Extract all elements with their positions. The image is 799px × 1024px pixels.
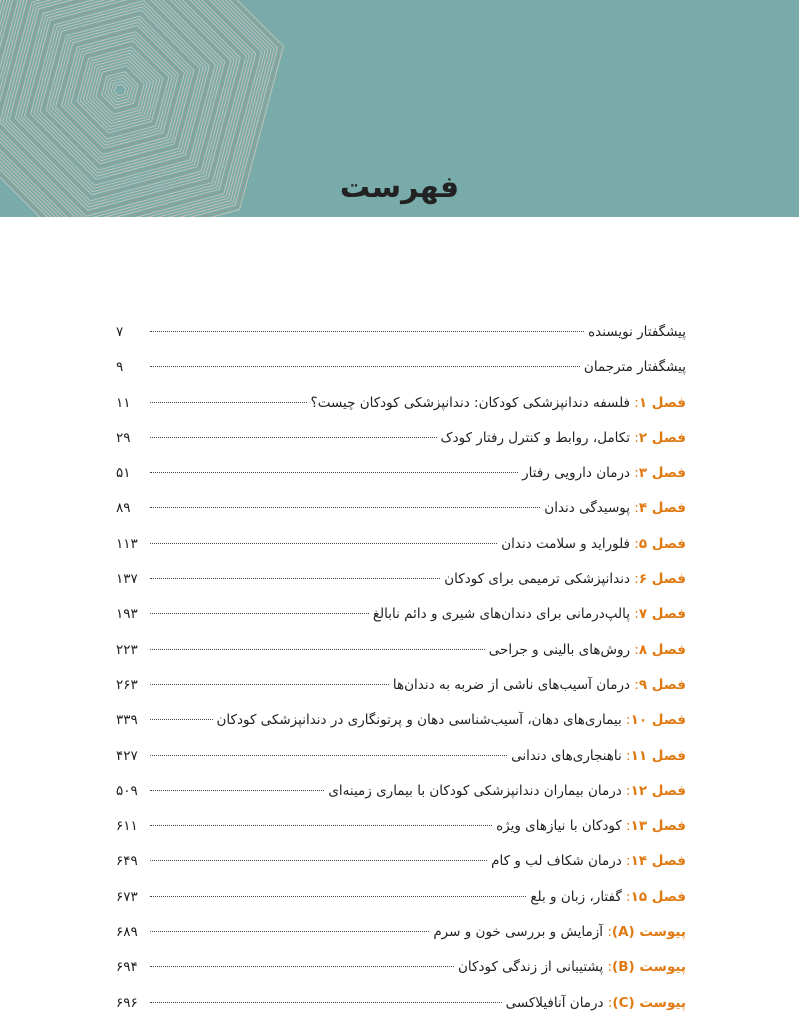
toc-page-number: ۷ xyxy=(116,324,124,340)
toc-page-number: ۶۷۳ xyxy=(116,888,138,905)
toc-row[interactable] xyxy=(116,386,686,421)
toc-label-colon: : xyxy=(630,571,639,588)
toc-chapter-label: فصل ۱۳ xyxy=(630,818,686,835)
toc-leader-dots xyxy=(150,402,307,403)
toc-title: تکامل، روابط و کنترل رفتار کودک xyxy=(440,429,630,446)
toc-row[interactable] xyxy=(116,668,686,703)
toc-page-number: ۶۱۱ xyxy=(116,818,138,835)
toc-row[interactable] xyxy=(116,315,686,350)
toc-chapter-label: فصل ۲ xyxy=(638,429,686,446)
toc-page-number: ۹ xyxy=(116,359,124,376)
toc-row[interactable] xyxy=(116,774,686,809)
toc-row[interactable] xyxy=(116,986,686,1021)
toc-leader-dots xyxy=(150,755,507,756)
toc-row[interactable] xyxy=(116,491,686,526)
toc-leader-dots xyxy=(150,684,389,685)
toc-page-number: ۲۶۳ xyxy=(116,676,138,693)
toc-title: گفتار، زبان و بلع xyxy=(530,888,622,905)
toc-chapter-label: فصل ۱۰ xyxy=(630,712,686,729)
toc-leader-dots xyxy=(150,931,429,932)
toc-row[interactable] xyxy=(116,703,686,738)
toc-leader-dots xyxy=(150,719,213,720)
toc-label-colon: : xyxy=(621,712,631,729)
toc-page-number: ۴۲۷ xyxy=(116,747,138,764)
toc-title: دندانپزشکی ترمیمی برای کودکان xyxy=(444,571,630,588)
toc-leader-dots xyxy=(150,507,540,508)
toc-label-colon: : xyxy=(621,747,631,764)
toc-page-number: ۶۸۹ xyxy=(116,924,138,941)
toc-title: پوسیدگی دندان xyxy=(544,500,630,517)
toc-chapter-label: فصل ۵ xyxy=(638,535,686,552)
toc-row[interactable] xyxy=(116,350,686,385)
toc-label-colon: : xyxy=(630,429,639,446)
toc-row[interactable] xyxy=(116,880,686,915)
toc-label-colon: : xyxy=(621,853,631,870)
toc-label-colon: : xyxy=(630,606,639,623)
toc-title: ناهنجاری‌های دندانی xyxy=(511,747,622,764)
toc-leader-dots xyxy=(150,825,492,826)
toc-chapter-label: فصل ۱۲ xyxy=(630,782,686,799)
toc-chapter-label: فصل ۹ xyxy=(638,676,686,693)
toc-label-colon: : xyxy=(621,888,631,905)
toc-title: پشتیبانی از زندگی کودکان xyxy=(458,959,604,976)
toc-leader-dots xyxy=(150,896,526,897)
toc-chapter-label: فصل ۱ xyxy=(638,394,686,411)
toc-title: فلوراید و سلامت دندان xyxy=(501,535,630,552)
toc-title: روش‌های بالینی و جراحی xyxy=(488,641,630,658)
page-title: فهرست xyxy=(339,170,460,205)
toc-row[interactable] xyxy=(116,739,686,774)
toc-chapter-label: فصل ۱۱ xyxy=(630,747,686,764)
toc-label-colon: : xyxy=(630,676,639,693)
toc-title: آزمایش و بررسی خون و سرم xyxy=(433,924,604,941)
toc-chapter-label: فصل ۸ xyxy=(638,641,686,658)
toc-leader-dots xyxy=(150,543,497,544)
toc-title: درمان شکاف لب و کام xyxy=(491,853,622,870)
toc-title: بیماری‌های دهان، آسیب‌شناسی دهان و پرتونگاری در دندانپزشکی کودکان xyxy=(216,712,622,729)
toc-label-colon: : xyxy=(603,959,613,976)
toc-chapter-label: فصل ۶ xyxy=(638,571,686,588)
toc-leader-dots xyxy=(150,790,324,791)
toc-label-colon: : xyxy=(621,782,631,799)
toc-chapter-label: پیوست (B) xyxy=(612,959,686,976)
toc-row[interactable] xyxy=(116,915,686,950)
toc-label-colon: : xyxy=(603,994,613,1011)
toc-label-colon: : xyxy=(621,818,631,835)
toc-page-number: ۵۱ xyxy=(116,465,131,482)
toc-chapter-label: فصل ۴ xyxy=(638,500,686,517)
toc-leader-dots xyxy=(150,331,584,332)
toc-title: پیشگفتار نویسنده xyxy=(588,324,686,340)
toc-page-number: ۱۹۳ xyxy=(116,606,138,623)
toc-leader-dots xyxy=(150,966,454,967)
toc-leader-dots xyxy=(150,860,487,861)
toc-label-colon: : xyxy=(630,535,639,552)
toc-leader-dots xyxy=(150,578,440,579)
toc-row[interactable] xyxy=(116,844,686,879)
toc-leader-dots xyxy=(150,437,437,438)
toc-title: پالپ‌درمانی برای دندان‌های شیری و دائم نابالغ xyxy=(372,606,630,623)
toc-chapter-label: فصل ۱۴ xyxy=(630,853,686,870)
toc-row[interactable] xyxy=(116,527,686,562)
toc-title: درمان دارویی رفتار xyxy=(522,465,630,482)
toc-page-number: ۳۳۹ xyxy=(116,712,138,729)
toc-chapter-label: پیوست (C) xyxy=(612,994,686,1011)
toc-label-colon: : xyxy=(630,500,639,517)
toc-page-number: ۱۱ xyxy=(116,394,131,411)
header-banner xyxy=(0,0,799,217)
toc-chapter-label: فصل ۷ xyxy=(638,606,686,623)
toc-row[interactable] xyxy=(116,562,686,597)
toc-chapter-label: فصل ۳ xyxy=(638,465,686,482)
toc-row[interactable] xyxy=(116,597,686,632)
toc-row[interactable] xyxy=(116,421,686,456)
toc-title: درمان بیماران دندانپزشکی کودکان با بیماری زمینه‌ای xyxy=(328,782,622,799)
toc-title: فلسفه دندانپزشکی کودکان: دندانپزشکی کودکان چیست؟ xyxy=(310,394,630,411)
toc-label-colon: : xyxy=(630,394,639,411)
table-of-contents xyxy=(116,315,686,1021)
toc-leader-dots xyxy=(150,472,518,473)
toc-chapter-label: فصل ۱۵ xyxy=(630,888,686,905)
toc-page-number: ۸۹ xyxy=(116,500,131,517)
toc-row[interactable] xyxy=(116,809,686,844)
toc-page-number: ۱۱۳ xyxy=(116,535,138,552)
toc-title: پیشگفتار مترجمان xyxy=(583,359,686,376)
toc-title: کودکان با نیازهای ویژه xyxy=(496,818,622,835)
toc-row[interactable] xyxy=(116,950,686,985)
toc-page-number: ۲۹ xyxy=(116,429,131,446)
toc-page-number: ۶۹۶ xyxy=(116,994,138,1011)
toc-page-number: ۶۴۹ xyxy=(116,853,138,870)
toc-label-colon: : xyxy=(630,465,639,482)
toc-page-number: ۶۹۴ xyxy=(116,959,138,976)
toc-row[interactable] xyxy=(116,456,686,491)
toc-leader-dots xyxy=(150,649,485,650)
toc-title: درمان آسیب‌های ناشی از ضربه به دندان‌ها xyxy=(392,676,630,693)
toc-label-colon: : xyxy=(603,924,612,941)
toc-title: درمان آنافیلاکسی xyxy=(505,994,604,1011)
toc-row[interactable] xyxy=(116,633,686,668)
toc-leader-dots xyxy=(150,366,580,367)
toc-page-number: ۱۳۷ xyxy=(116,571,138,588)
toc-leader-dots xyxy=(150,1002,502,1003)
toc-label-colon: : xyxy=(630,641,639,658)
toc-page-number: ۲۲۳ xyxy=(116,641,138,658)
toc-leader-dots xyxy=(150,613,369,614)
toc-page-number: ۵۰۹ xyxy=(116,782,138,799)
toc-chapter-label: پیوست (A) xyxy=(611,924,686,941)
